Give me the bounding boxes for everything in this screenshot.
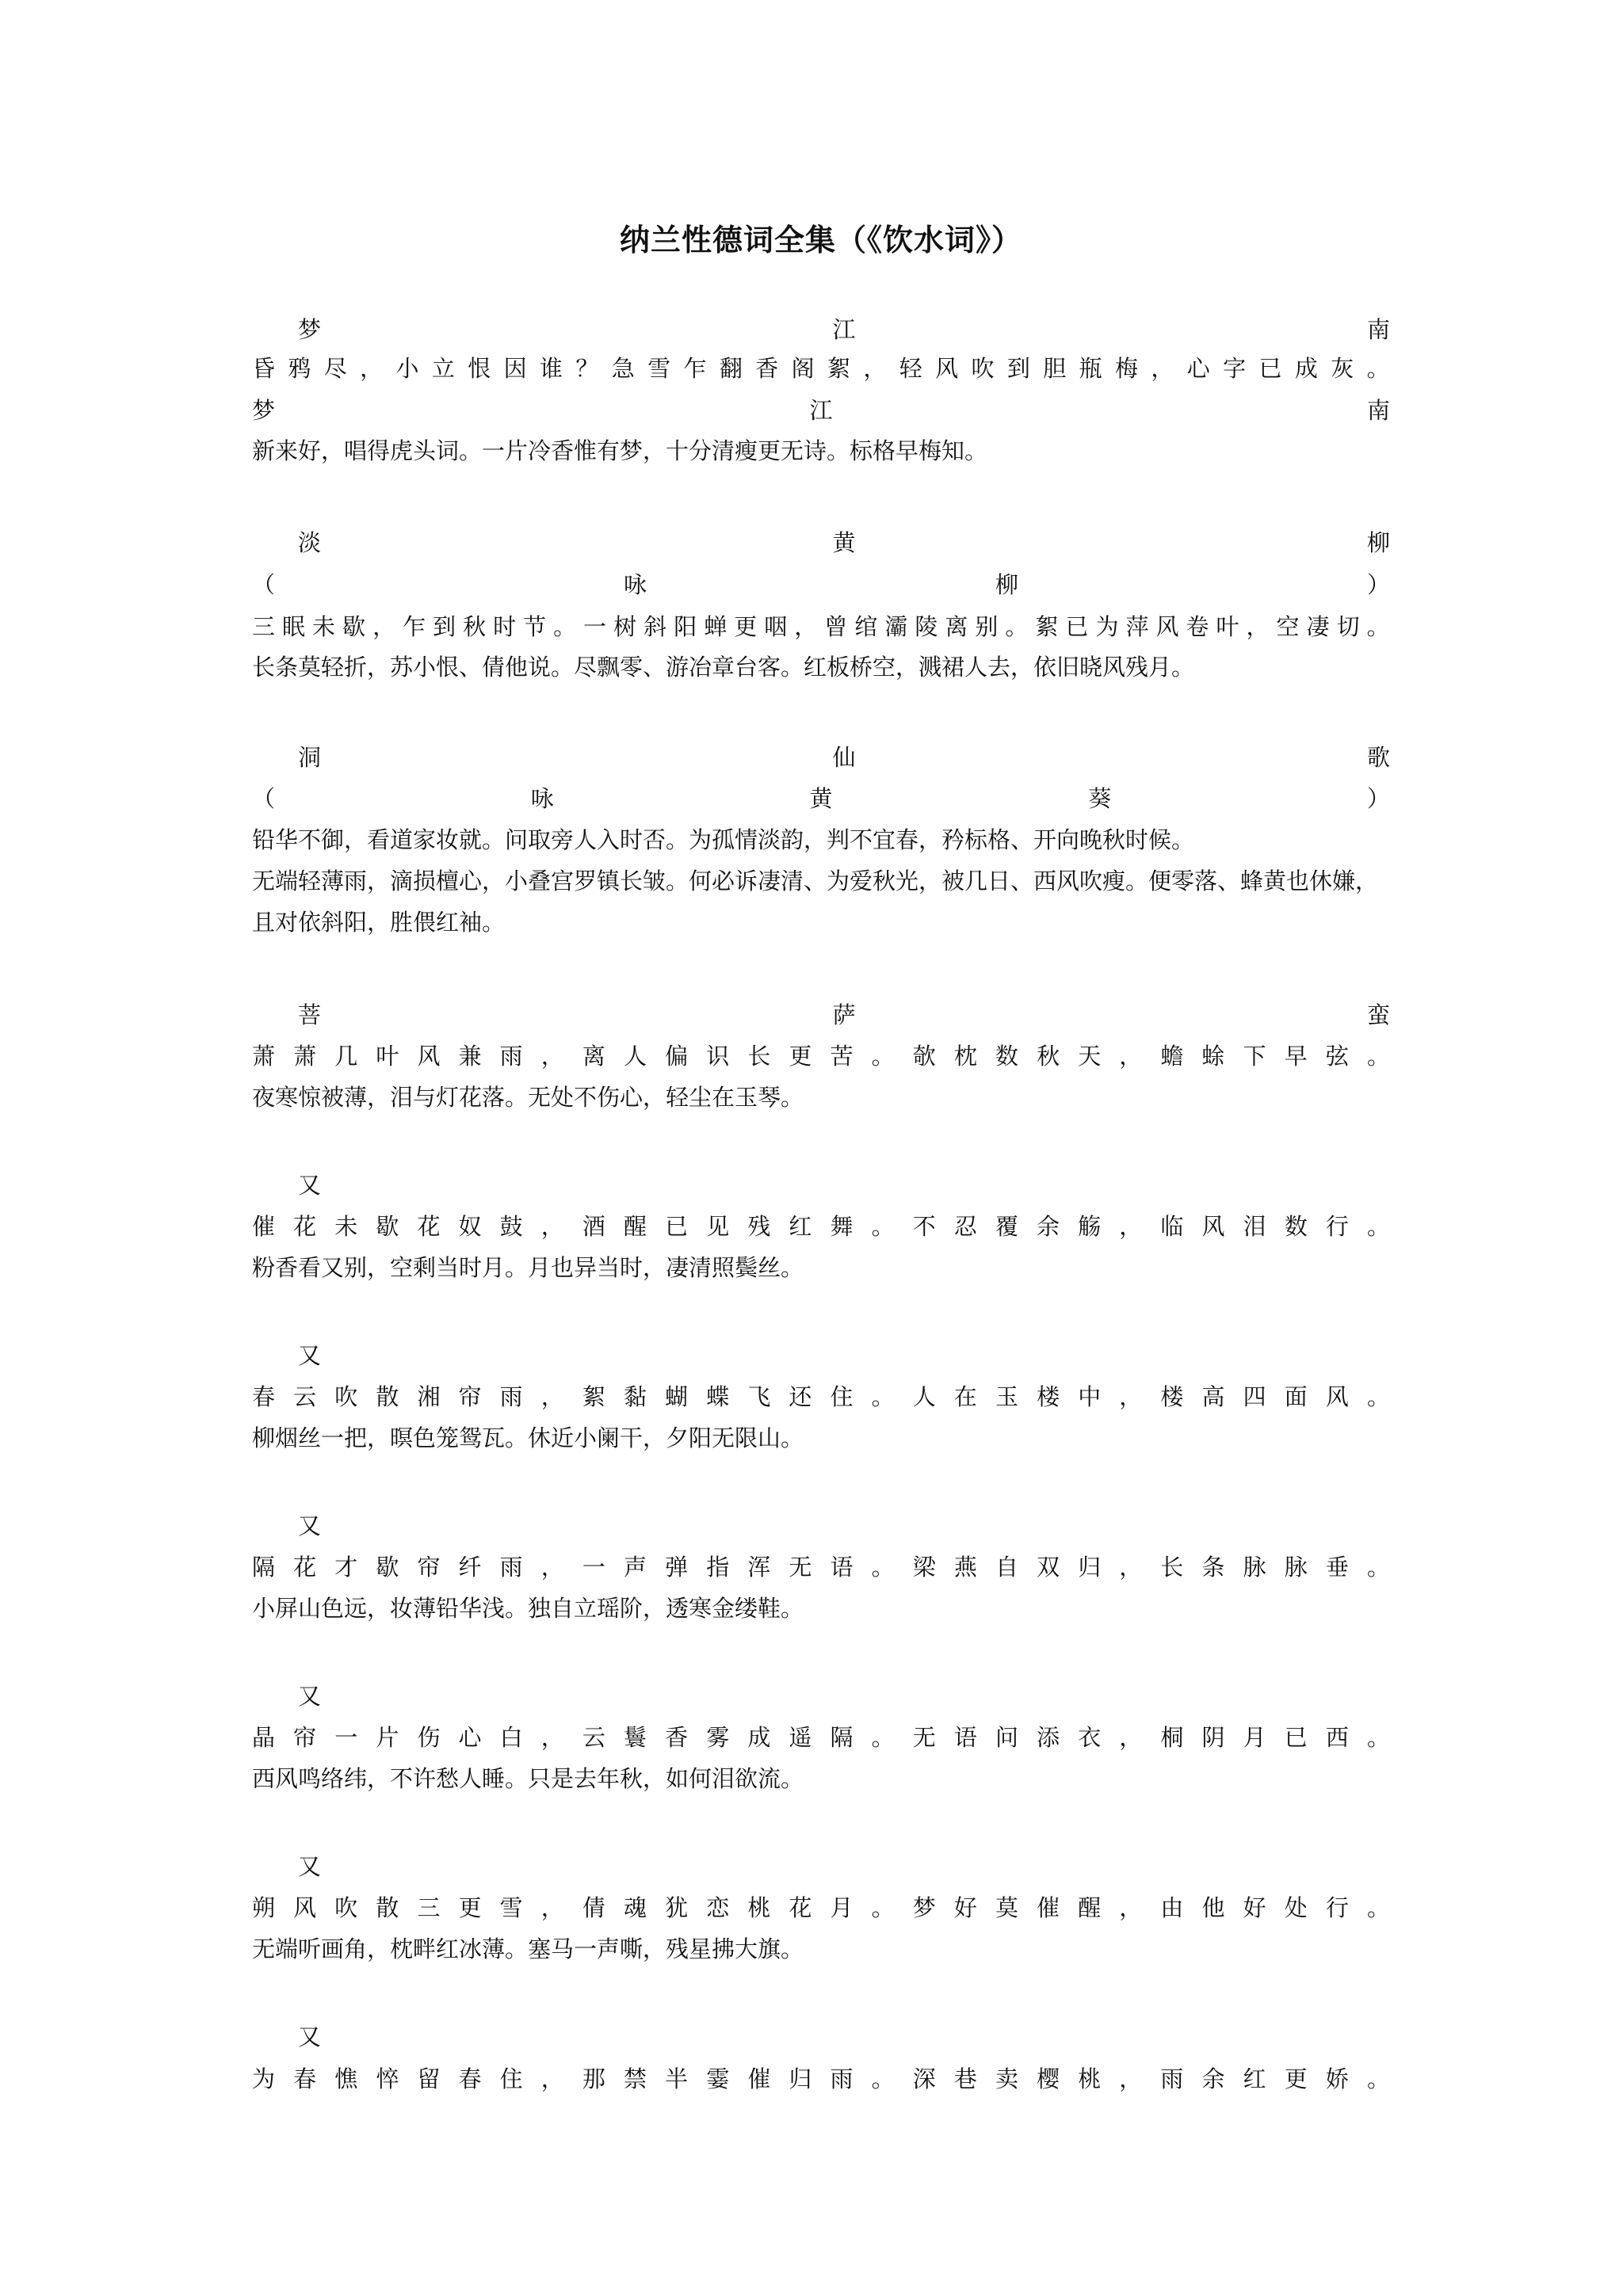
poem-text-line: 萧 萧 几 叶 风 兼 雨 ， 离 人 偏 识 长 更 苦 。 欹 枕 数 秋 天 ， 蟾 蜍 下 早 弦 。 bbox=[252, 1043, 1390, 1070]
document-title: 纳兰性德词全集（《饮水词》） bbox=[619, 223, 1022, 257]
poem-text-line: 又 bbox=[298, 1342, 322, 1369]
poem-text-line: 又 bbox=[298, 1683, 322, 1710]
poem-heading-line: 菩 萨 蛮 bbox=[298, 1001, 1390, 1028]
poem-heading-line: 淡 黄 柳 bbox=[298, 529, 1390, 556]
poem-text-line: 晶 帘 一 片 伤 心 白 ， 云 鬟 香 雾 成 遥 隔 。 无 语 问 添 衣 ， 桐 阴 月 已 西 。 bbox=[252, 1724, 1390, 1751]
poem-text-line: 夜寒惊被薄，泪与灯花落。无处不伤心，轻尘在玉琴。 bbox=[252, 1084, 804, 1111]
poem-text-line: 又 bbox=[298, 1853, 322, 1880]
poem-heading-line: 梦 江 南 bbox=[252, 397, 1390, 424]
poem-text-line: 粉香看又别，空剩当时月。月也异当时，凄清照鬓丝。 bbox=[252, 1254, 804, 1281]
poem-text-line: 且对依斜阳，胜偎红袖。 bbox=[252, 909, 506, 936]
poem-text-line: 新来好，唱得虎头词。一片冷香惟有梦，十分清瘦更无诗。标格早梅知。 bbox=[252, 437, 988, 464]
poem-text-line: 铅华不御，看道家妆就。问取旁人入时否。为孤情淡韵，判不宜春，矜标格、开向晚秋时候。 bbox=[252, 826, 1195, 853]
poem-text-line: 为 春 憔 悴 留 春 住 ， 那 禁 半 霎 催 归 雨 。 深 巷 卖 樱 桃 ， 雨 余 红 更 娇 。 bbox=[252, 2065, 1390, 2092]
poem-heading-line: （ 咏 黄 葵 ） bbox=[252, 785, 1390, 812]
poem-text-line: 朔 风 吹 散 三 更 雪 ， 倩 魂 犹 恋 桃 花 月 。 梦 好 莫 催 醒 ， 由 他 好 处 行 。 bbox=[252, 1894, 1390, 1921]
poem-text-line: 又 bbox=[298, 2023, 322, 2050]
poem-text-line: 昏 鸦 尽 ， 小 立 恨 因 谁 ？ 急 雪 乍 翻 香 阁 絮 ， 轻 风 吹 到 胆 瓶 梅 ， 心 字 已 成 灰 。 bbox=[252, 355, 1390, 382]
poem-text-line: 又 bbox=[298, 1172, 322, 1199]
poem-text-line: 三 眠 未 歇 ， 乍 到 秋 时 节 。 一 树 斜 阳 蝉 更 咽 ， 曾 绾 灞 陵 离 别 。 絮 已 为 萍 风 卷 叶 ， 空 凄 切 。 bbox=[252, 613, 1390, 640]
poem-heading-line: 洞 仙 歌 bbox=[298, 744, 1390, 771]
poem-text-line: 长条莫轻折，苏小恨、倩他说。尽飘零、游冶章台客。红板桥空，溅裙人去，依旧晓风残月。 bbox=[252, 654, 1195, 681]
poem-text-line: 又 bbox=[298, 1512, 322, 1539]
poem-text-line: 小屏山色远，妆薄铅华浅。独自立瑶阶，透寒金缕鞋。 bbox=[252, 1595, 804, 1622]
poem-text-line: 西风鸣络纬，不许愁人睡。只是去年秋，如何泪欲流。 bbox=[252, 1765, 804, 1792]
poem-text-line: 无端轻薄雨，滴损檀心，小叠宫罗镇长皱。何必诉凄清、为爱秋光，被几日、西风吹瘦。便零落、蜂黄也休嫌， bbox=[252, 868, 1379, 894]
poem-text-line: 催 花 未 歇 花 奴 鼓 ， 酒 醒 已 见 残 红 舞 。 不 忍 覆 余 觞 ， 临 风 泪 数 行 。 bbox=[252, 1213, 1390, 1240]
poem-text-line: 隔 花 才 歇 帘 纤 雨 ， 一 声 弹 指 浑 无 语 。 梁 燕 自 双 归 ， 长 条 脉 脉 垂 。 bbox=[252, 1554, 1390, 1581]
poem-text-line: 柳烟丝一把，暝色笼鸳瓦。休近小阑干，夕阳无限山。 bbox=[252, 1425, 804, 1451]
poem-text-line: 春 云 吹 散 湘 帘 雨 ， 絮 黏 蝴 蝶 飞 还 住 。 人 在 玉 楼 中 ， 楼 高 四 面 风 。 bbox=[252, 1383, 1390, 1410]
poem-heading-line: 梦 江 南 bbox=[298, 316, 1390, 343]
poem-text-line: 无端听画角，枕畔红冰薄。塞马一声嘶，残星拂大旗。 bbox=[252, 1936, 804, 1962]
poem-heading-line: （ 咏 柳 ） bbox=[252, 571, 1390, 598]
